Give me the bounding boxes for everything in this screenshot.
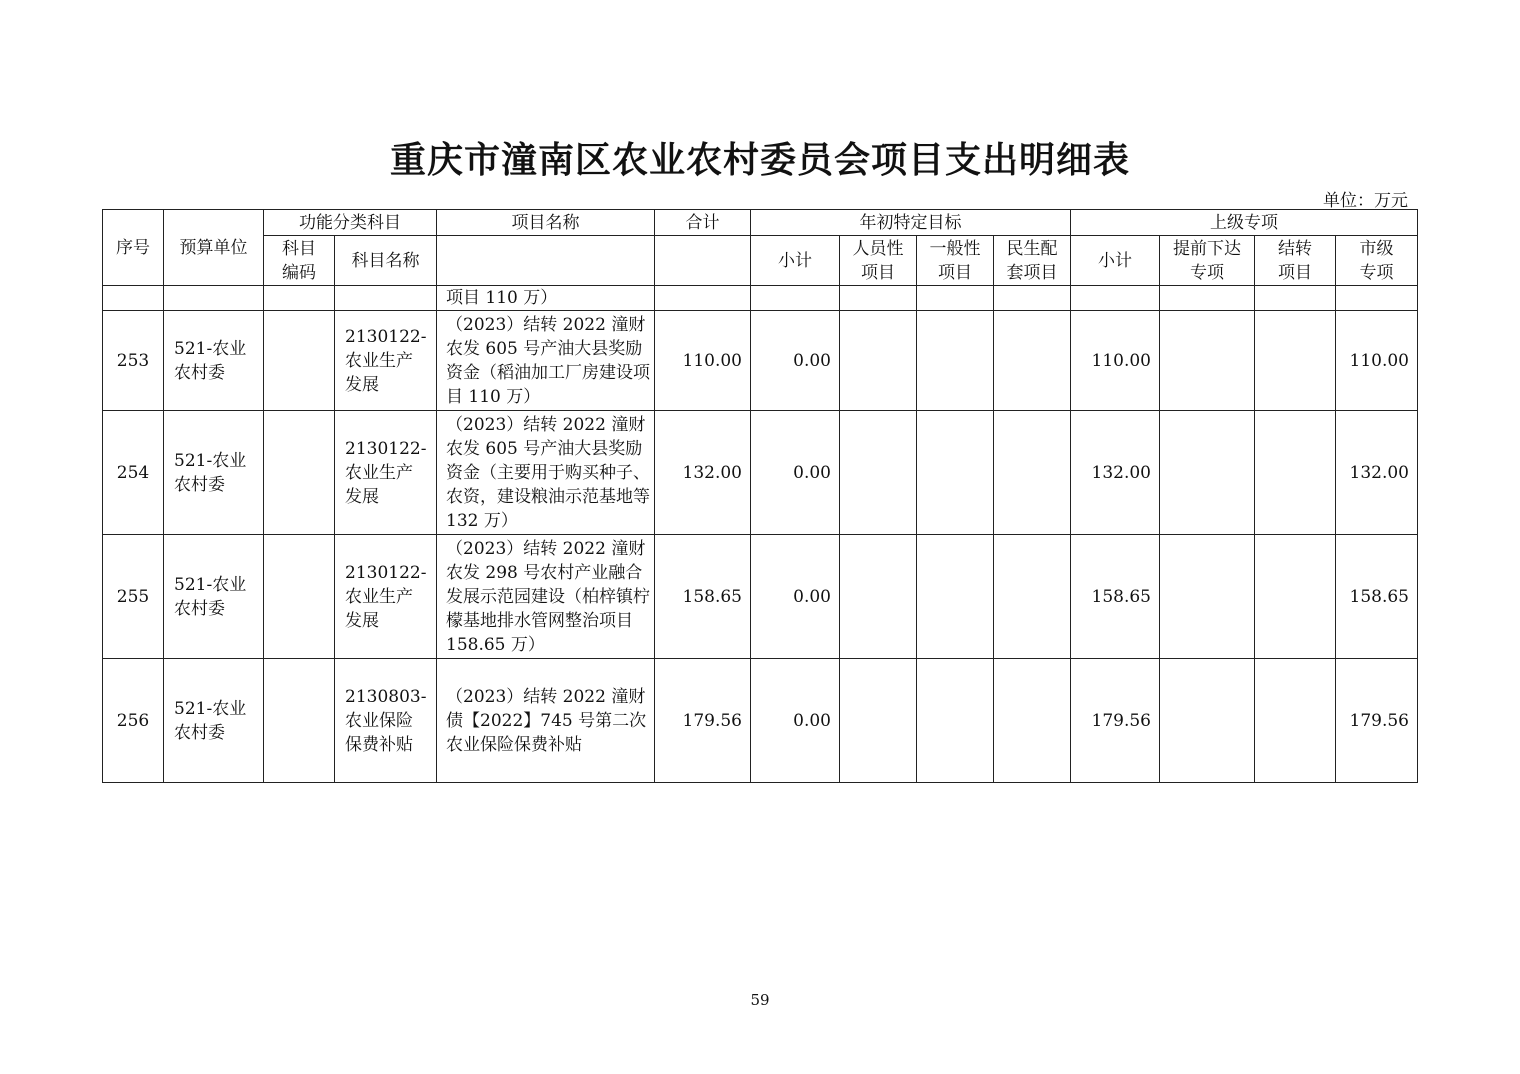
row-city: 132.00 xyxy=(1336,411,1418,535)
page-title: 重庆市潼南区农业农村委员会项目支出明细表 xyxy=(389,139,1130,181)
row-personnel xyxy=(840,535,917,659)
row-city: 110.00 xyxy=(1336,311,1418,411)
row-advance xyxy=(1160,411,1255,535)
table-cell xyxy=(751,286,840,311)
unit-label: 单位：万元 xyxy=(1323,191,1408,211)
table-cell xyxy=(103,286,164,311)
expenditure-table xyxy=(102,209,1418,783)
row-superior-subtotal: 132.00 xyxy=(1071,411,1160,535)
table-cell xyxy=(917,286,994,311)
page-number: 59 xyxy=(750,991,770,1009)
header-row-1 xyxy=(103,210,1418,236)
row-budget-unit: 521-农业 农村委 xyxy=(164,659,264,783)
row-advance xyxy=(1160,659,1255,783)
row-budget-unit: 521-农业 农村委 xyxy=(164,535,264,659)
row-subject-name: 2130122- 农业生产 发展 xyxy=(335,411,437,535)
row-budget-unit: 521-农业 农村委 xyxy=(164,311,264,411)
row-subject-name: 2130122- 农业生产 发展 xyxy=(335,535,437,659)
row-total: 132.00 xyxy=(655,411,751,535)
row-seq: 256 xyxy=(103,659,164,783)
row-livelihood xyxy=(994,411,1071,535)
row-total: 110.00 xyxy=(655,311,751,411)
row-subject-code xyxy=(264,659,335,783)
header-subject-name: 科目名称 xyxy=(335,236,437,286)
row-carryover xyxy=(1255,411,1336,535)
row-project-name: （2023）结转 2022 潼财农发 605 号产油大县奖励资金（主要用于购买种子、农资，建设粮油示范基地等 132 万） xyxy=(437,411,655,535)
header-annual-subtotal: 小计 xyxy=(751,236,840,286)
table-cell xyxy=(655,286,751,311)
row-annual-subtotal: 0.00 xyxy=(751,535,840,659)
table-cell xyxy=(1255,286,1336,311)
row-personnel xyxy=(840,659,917,783)
table-row xyxy=(103,411,1418,535)
row-budget-unit: 521-农业 农村委 xyxy=(164,411,264,535)
header-budget-unit: 预算单位 xyxy=(164,210,264,286)
continuation-row xyxy=(103,286,1418,311)
table-cell xyxy=(1160,286,1255,311)
row-general xyxy=(917,535,994,659)
header-general-project: 一般性 项目 xyxy=(917,236,994,286)
table-row xyxy=(103,659,1418,783)
table-cell xyxy=(840,286,917,311)
row-subject-name: 2130122- 农业生产 发展 xyxy=(335,311,437,411)
header-superior-special: 上级专项 xyxy=(1071,210,1418,236)
table-row xyxy=(103,311,1418,411)
header-subject-code: 科目 编码 xyxy=(264,236,335,286)
continuation-project-name: 项目 110 万） xyxy=(437,286,655,311)
row-carryover xyxy=(1255,659,1336,783)
row-project-name: （2023）结转 2022 潼财债【2022】745 号第二次农业保险保费补贴 xyxy=(437,659,655,783)
table-row xyxy=(103,535,1418,659)
row-city: 158.65 xyxy=(1336,535,1418,659)
row-project-name: （2023）结转 2022 潼财农发 605 号产油大县奖励资金（稻油加工厂房建设项目 110 万） xyxy=(437,311,655,411)
row-annual-subtotal: 0.00 xyxy=(751,411,840,535)
row-general xyxy=(917,311,994,411)
row-carryover xyxy=(1255,535,1336,659)
header-annual-target: 年初特定目标 xyxy=(751,210,1071,236)
row-subject-code xyxy=(264,535,335,659)
header-project-name-blank xyxy=(437,236,655,286)
row-subject-code xyxy=(264,411,335,535)
row-livelihood xyxy=(994,659,1071,783)
row-annual-subtotal: 0.00 xyxy=(751,659,840,783)
table-cell xyxy=(335,286,437,311)
header-superior-subtotal: 小计 xyxy=(1071,236,1160,286)
row-personnel xyxy=(840,411,917,535)
row-livelihood xyxy=(994,535,1071,659)
header-carryover-project: 结转 项目 xyxy=(1255,236,1336,286)
row-seq: 254 xyxy=(103,411,164,535)
row-superior-subtotal: 158.65 xyxy=(1071,535,1160,659)
row-livelihood xyxy=(994,311,1071,411)
row-project-name: （2023）结转 2022 潼财农发 298 号农村产业融合发展示范园建设（柏梓镇柠檬基地排水管网整治项目 158.65 万） xyxy=(437,535,655,659)
header-city-special: 市级 专项 xyxy=(1336,236,1418,286)
header-func-class: 功能分类科目 xyxy=(264,210,437,236)
row-subject-code xyxy=(264,311,335,411)
header-advance-special: 提前下达 专项 xyxy=(1160,236,1255,286)
row-seq: 253 xyxy=(103,311,164,411)
row-seq: 255 xyxy=(103,535,164,659)
header-seq: 序号 xyxy=(103,210,164,286)
row-subject-name: 2130803- 农业保险 保费补贴 xyxy=(335,659,437,783)
row-advance xyxy=(1160,535,1255,659)
table-cell xyxy=(1336,286,1418,311)
header-total-blank xyxy=(655,236,751,286)
row-personnel xyxy=(840,311,917,411)
row-total: 179.56 xyxy=(655,659,751,783)
header-livelihood-project: 民生配 套项目 xyxy=(994,236,1071,286)
table-cell xyxy=(1071,286,1160,311)
row-annual-subtotal: 0.00 xyxy=(751,311,840,411)
header-personnel-project: 人员性 项目 xyxy=(840,236,917,286)
row-carryover xyxy=(1255,311,1336,411)
row-superior-subtotal: 110.00 xyxy=(1071,311,1160,411)
row-advance xyxy=(1160,311,1255,411)
row-city: 179.56 xyxy=(1336,659,1418,783)
row-general xyxy=(917,659,994,783)
table-cell xyxy=(164,286,264,311)
row-superior-subtotal: 179.56 xyxy=(1071,659,1160,783)
row-total: 158.65 xyxy=(655,535,751,659)
header-total: 合计 xyxy=(655,210,751,236)
header-row-2 xyxy=(103,236,1418,286)
table-cell xyxy=(264,286,335,311)
header-project-name: 项目名称 xyxy=(437,210,655,236)
table-cell xyxy=(994,286,1071,311)
row-general xyxy=(917,411,994,535)
